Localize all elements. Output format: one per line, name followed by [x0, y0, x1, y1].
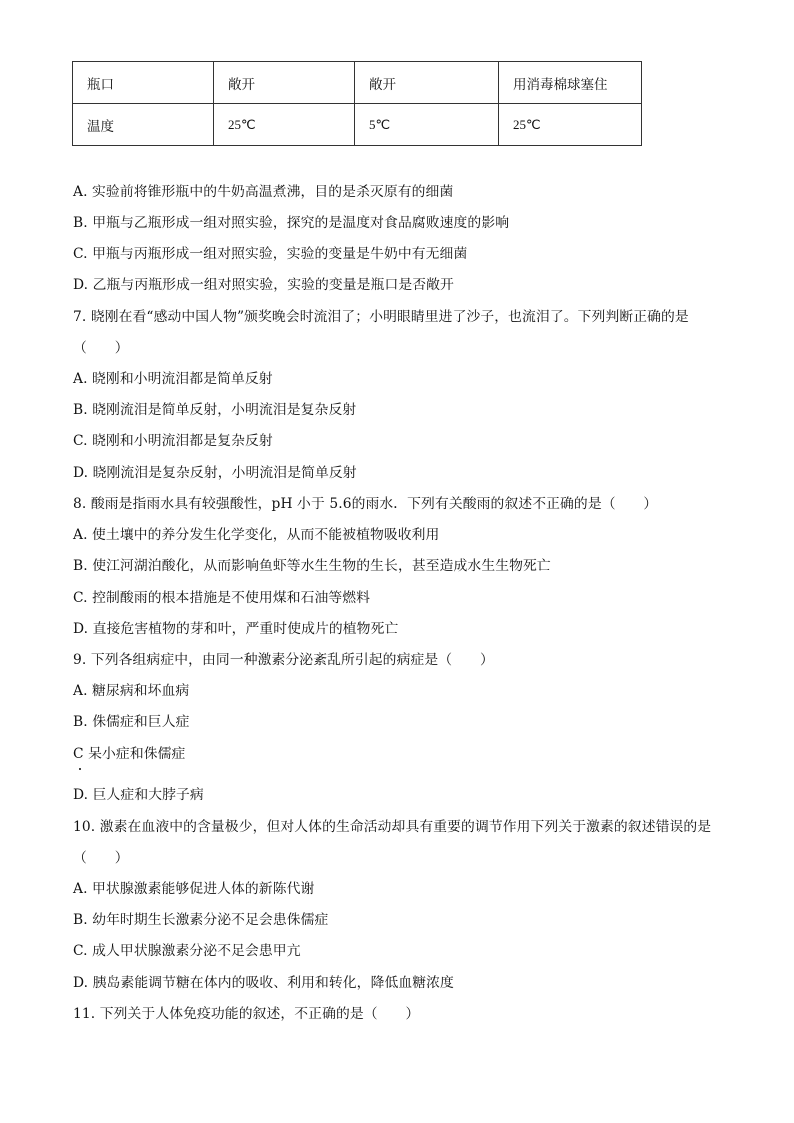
question-stem: 9. 下列各组病症中，由同一种激素分泌紊乱所引起的病症是（ ） — [73, 652, 494, 668]
option-line: C. 甲瓶与丙瓶形成一组对照实验，实验的变量是牛奶中有无细菌 — [73, 246, 468, 262]
option-line: C 呆小症和侏儒症 — [73, 746, 186, 762]
option-line: D. 直接危害植物的芽和叶，严重时使成片的植物死亡 — [73, 621, 399, 637]
table-cell: 25℃ — [499, 104, 642, 146]
experiment-table — [72, 61, 642, 146]
question-stem-continued: （ ） — [73, 340, 129, 356]
option-line: C. 晓刚和小明流泪都是复杂反射 — [73, 433, 273, 449]
question-stem: 7. 晓刚在看“感动中国人物”颁奖晚会时流泪了；小明眼睛里进了沙子，也流泪了。下列判断正确的是 — [73, 309, 689, 325]
option-line: D. 乙瓶与丙瓶形成一组对照实验，实验的变量是瓶口是否敞开 — [73, 277, 454, 293]
option-line: B. 侏儒症和巨人症 — [73, 714, 190, 730]
table-cell: 25℃ — [214, 104, 355, 146]
question-stem: 11. 下列关于人体免疫功能的叙述，不正确的是（ ） — [73, 1006, 420, 1022]
option-line: A. 实验前将锥形瓶中的牛奶高温煮沸，目的是杀灭原有的细菌 — [73, 184, 454, 200]
option-line: C. 成人甲状腺激素分泌不足会患甲亢 — [73, 943, 301, 959]
option-line: D. 巨人症和大脖子病 — [73, 787, 204, 803]
question-stem: 10. 激素在血液中的含量极少，但对人体的生命活动却具有重要的调节作用下列关于激素的叙述错误的是 — [73, 819, 712, 835]
table-cell: 敞开 — [214, 62, 355, 104]
option-line: B. 使江河湖泊酸化，从而影响鱼虾等水生生物的生长，甚至造成水生生物死亡 — [73, 558, 551, 574]
table-cell: 用消毒棉球塞住 — [499, 62, 642, 104]
table-cell: 敞开 — [355, 62, 499, 104]
table-cell: 温度 — [73, 104, 214, 146]
table-row — [73, 62, 642, 104]
option-line: B. 甲瓶与乙瓶形成一组对照实验，探究的是温度对食品腐败速度的影响 — [73, 215, 510, 231]
option-line: A. 甲状腺激素能够促进人体的新陈代谢 — [73, 881, 315, 897]
table-row — [73, 104, 642, 146]
table-cell: 瓶口 — [73, 62, 214, 104]
stray-dot — [79, 768, 81, 770]
option-line: B. 幼年时期生长激素分泌不足会患侏儒症 — [73, 912, 329, 928]
option-line: D. 胰岛素能调节糖在体内的吸收、利用和转化，降低血糖浓度 — [73, 975, 454, 991]
option-line: D. 晓刚流泪是复杂反射，小明流泪是简单反射 — [73, 465, 357, 481]
option-line: B. 晓刚流泪是简单反射，小明流泪是复杂反射 — [73, 402, 357, 418]
option-line: C. 控制酸雨的根本措施是不使用煤和石油等燃料 — [73, 590, 371, 606]
table-cell: 5℃ — [355, 104, 499, 146]
option-line: A. 晓刚和小明流泪都是简单反射 — [73, 371, 273, 387]
question-stem-continued: （ ） — [73, 850, 129, 866]
option-line: A. 糖尿病和坏血病 — [73, 683, 190, 699]
option-line: A. 使土壤中的养分发生化学变化，从而不能被植物吸收利用 — [73, 527, 440, 543]
question-stem: 8. 酸雨是指雨水具有较强酸性，pH 小于 5.6的雨水．下列有关酸雨的叙述不正确的是（ ） — [73, 496, 658, 512]
